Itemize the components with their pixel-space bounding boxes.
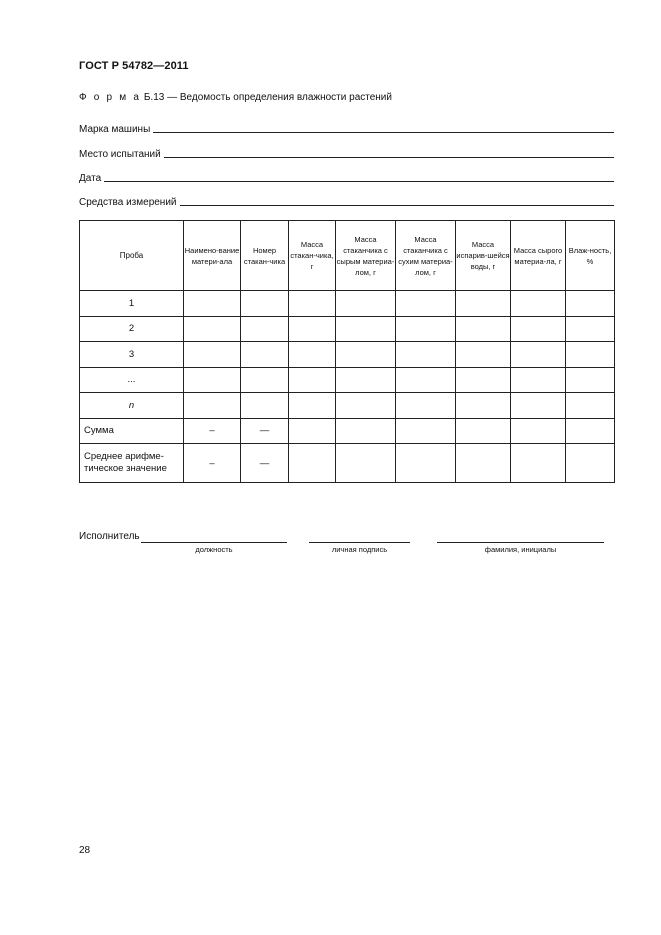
table-cell[interactable] <box>241 316 289 342</box>
table-cell[interactable] <box>456 291 511 317</box>
table-cell[interactable] <box>511 342 566 368</box>
field-label: Место испытаний <box>79 149 161 160</box>
header-evaporated-water: Масса испарив-шейся воды, г <box>456 221 511 291</box>
moisture-table-grid <box>79 220 615 483</box>
table-cell[interactable] <box>456 342 511 368</box>
table-row <box>80 291 615 317</box>
document-title: ГОСТ Р 54782—2011 <box>79 60 189 72</box>
header-cup-number: Номер стакан-чика <box>241 221 289 291</box>
field-label: Средства измерений <box>79 197 177 208</box>
row-label-cell: Сумма <box>80 418 184 444</box>
table-cell[interactable] <box>241 393 289 419</box>
table-cell[interactable] <box>566 316 615 342</box>
table-cell[interactable] <box>184 316 241 342</box>
row-label-cell: 3 <box>80 342 184 368</box>
table-cell[interactable] <box>396 342 456 368</box>
table-cell[interactable] <box>566 418 615 444</box>
table-cell[interactable] <box>289 342 336 368</box>
field-line[interactable] <box>180 205 614 206</box>
table-cell[interactable] <box>396 367 456 393</box>
signature-line[interactable] <box>309 542 410 543</box>
signature-block <box>79 531 614 561</box>
header-material-name: Наимено-вание матери-ала <box>184 221 241 291</box>
table-row <box>80 367 615 393</box>
header-cup-wet-mass: Масса стаканчика с сырым материа-лом, г <box>336 221 396 291</box>
table-cell[interactable] <box>289 316 336 342</box>
table-cell[interactable] <box>456 393 511 419</box>
table-cell[interactable] <box>184 367 241 393</box>
table-cell[interactable]: — <box>241 418 289 444</box>
field-machine-brand[interactable] <box>79 121 614 135</box>
table-cell[interactable] <box>336 342 396 368</box>
header-moisture: Влаж-ность, % <box>566 221 615 291</box>
position-line[interactable] <box>141 542 287 543</box>
field-label: Марка машины <box>79 124 151 135</box>
table-cell[interactable] <box>511 393 566 419</box>
row-label-cell: 1 <box>80 291 184 317</box>
table-cell[interactable] <box>456 316 511 342</box>
field-label: Дата <box>79 173 102 184</box>
table-cell[interactable] <box>184 291 241 317</box>
table-cell[interactable] <box>289 291 336 317</box>
form-word: Ф о р м а <box>79 92 142 103</box>
table-cell[interactable] <box>336 393 396 419</box>
name-caption: фамилия, инициалы <box>484 545 557 554</box>
table-cell[interactable] <box>184 393 241 419</box>
table-cell[interactable] <box>511 444 566 483</box>
header-cup-dry-mass: Масса стаканчика с сухим материа-лом, г <box>396 221 456 291</box>
field-measuring-instruments[interactable] <box>79 194 614 208</box>
table-cell[interactable] <box>336 291 396 317</box>
signature-caption: личная подпись <box>331 545 388 554</box>
table-cell[interactable] <box>456 444 511 483</box>
table-row <box>80 444 615 483</box>
table-cell[interactable] <box>289 393 336 419</box>
table-cell[interactable] <box>456 367 511 393</box>
row-label-cell: 2 <box>80 316 184 342</box>
table-cell[interactable] <box>566 342 615 368</box>
table-cell[interactable] <box>566 444 615 483</box>
table-cell[interactable] <box>336 418 396 444</box>
table-cell[interactable] <box>241 367 289 393</box>
header-cup-mass: Масса стакан-чика, г <box>289 221 336 291</box>
table-cell[interactable] <box>456 418 511 444</box>
position-caption: должность <box>195 545 233 554</box>
table-cell[interactable] <box>289 444 336 483</box>
form-caption <box>79 92 392 103</box>
table-cell[interactable] <box>336 444 396 483</box>
signature-label: Исполнитель <box>79 531 140 542</box>
table-row <box>80 316 615 342</box>
table-row <box>80 393 615 419</box>
table-cell[interactable]: — <box>241 444 289 483</box>
table-cell[interactable] <box>396 316 456 342</box>
row-label-cell: ... <box>80 367 184 393</box>
table-cell[interactable] <box>566 367 615 393</box>
table-cell[interactable] <box>511 291 566 317</box>
table-cell[interactable] <box>396 291 456 317</box>
header-raw-mass: Масса сырого материа-ла, г <box>511 221 566 291</box>
table-cell[interactable] <box>289 418 336 444</box>
table-cell[interactable] <box>241 291 289 317</box>
page-number: 28 <box>79 845 91 856</box>
table-cell[interactable] <box>336 367 396 393</box>
header-sample: Проба <box>80 221 184 291</box>
table-cell[interactable] <box>184 342 241 368</box>
table-header-row <box>80 221 615 291</box>
field-line[interactable] <box>164 157 614 158</box>
field-date[interactable] <box>79 170 614 184</box>
moisture-table <box>79 220 614 485</box>
table-cell[interactable] <box>396 393 456 419</box>
table-cell[interactable] <box>566 393 615 419</box>
table-cell[interactable] <box>396 444 456 483</box>
table-cell[interactable] <box>511 367 566 393</box>
field-test-location[interactable] <box>79 146 614 160</box>
table-cell[interactable] <box>289 367 336 393</box>
name-line[interactable] <box>437 542 604 543</box>
table-row <box>80 418 615 444</box>
table-cell[interactable]: – <box>184 418 241 444</box>
table-cell[interactable] <box>241 342 289 368</box>
field-line[interactable] <box>153 132 614 133</box>
field-line[interactable] <box>104 181 614 182</box>
table-cell[interactable] <box>396 418 456 444</box>
table-cell[interactable] <box>336 316 396 342</box>
table-cell[interactable]: – <box>184 444 241 483</box>
row-label-cell: n <box>80 393 184 419</box>
table-cell[interactable] <box>511 418 566 444</box>
row-label-cell: Среднее арифме-тическое значение <box>80 444 184 483</box>
table-row <box>80 342 615 368</box>
table-cell[interactable] <box>511 316 566 342</box>
table-cell[interactable] <box>566 291 615 317</box>
form-caption-text: Б.13 — Ведомость определения влажности растений <box>141 92 392 103</box>
